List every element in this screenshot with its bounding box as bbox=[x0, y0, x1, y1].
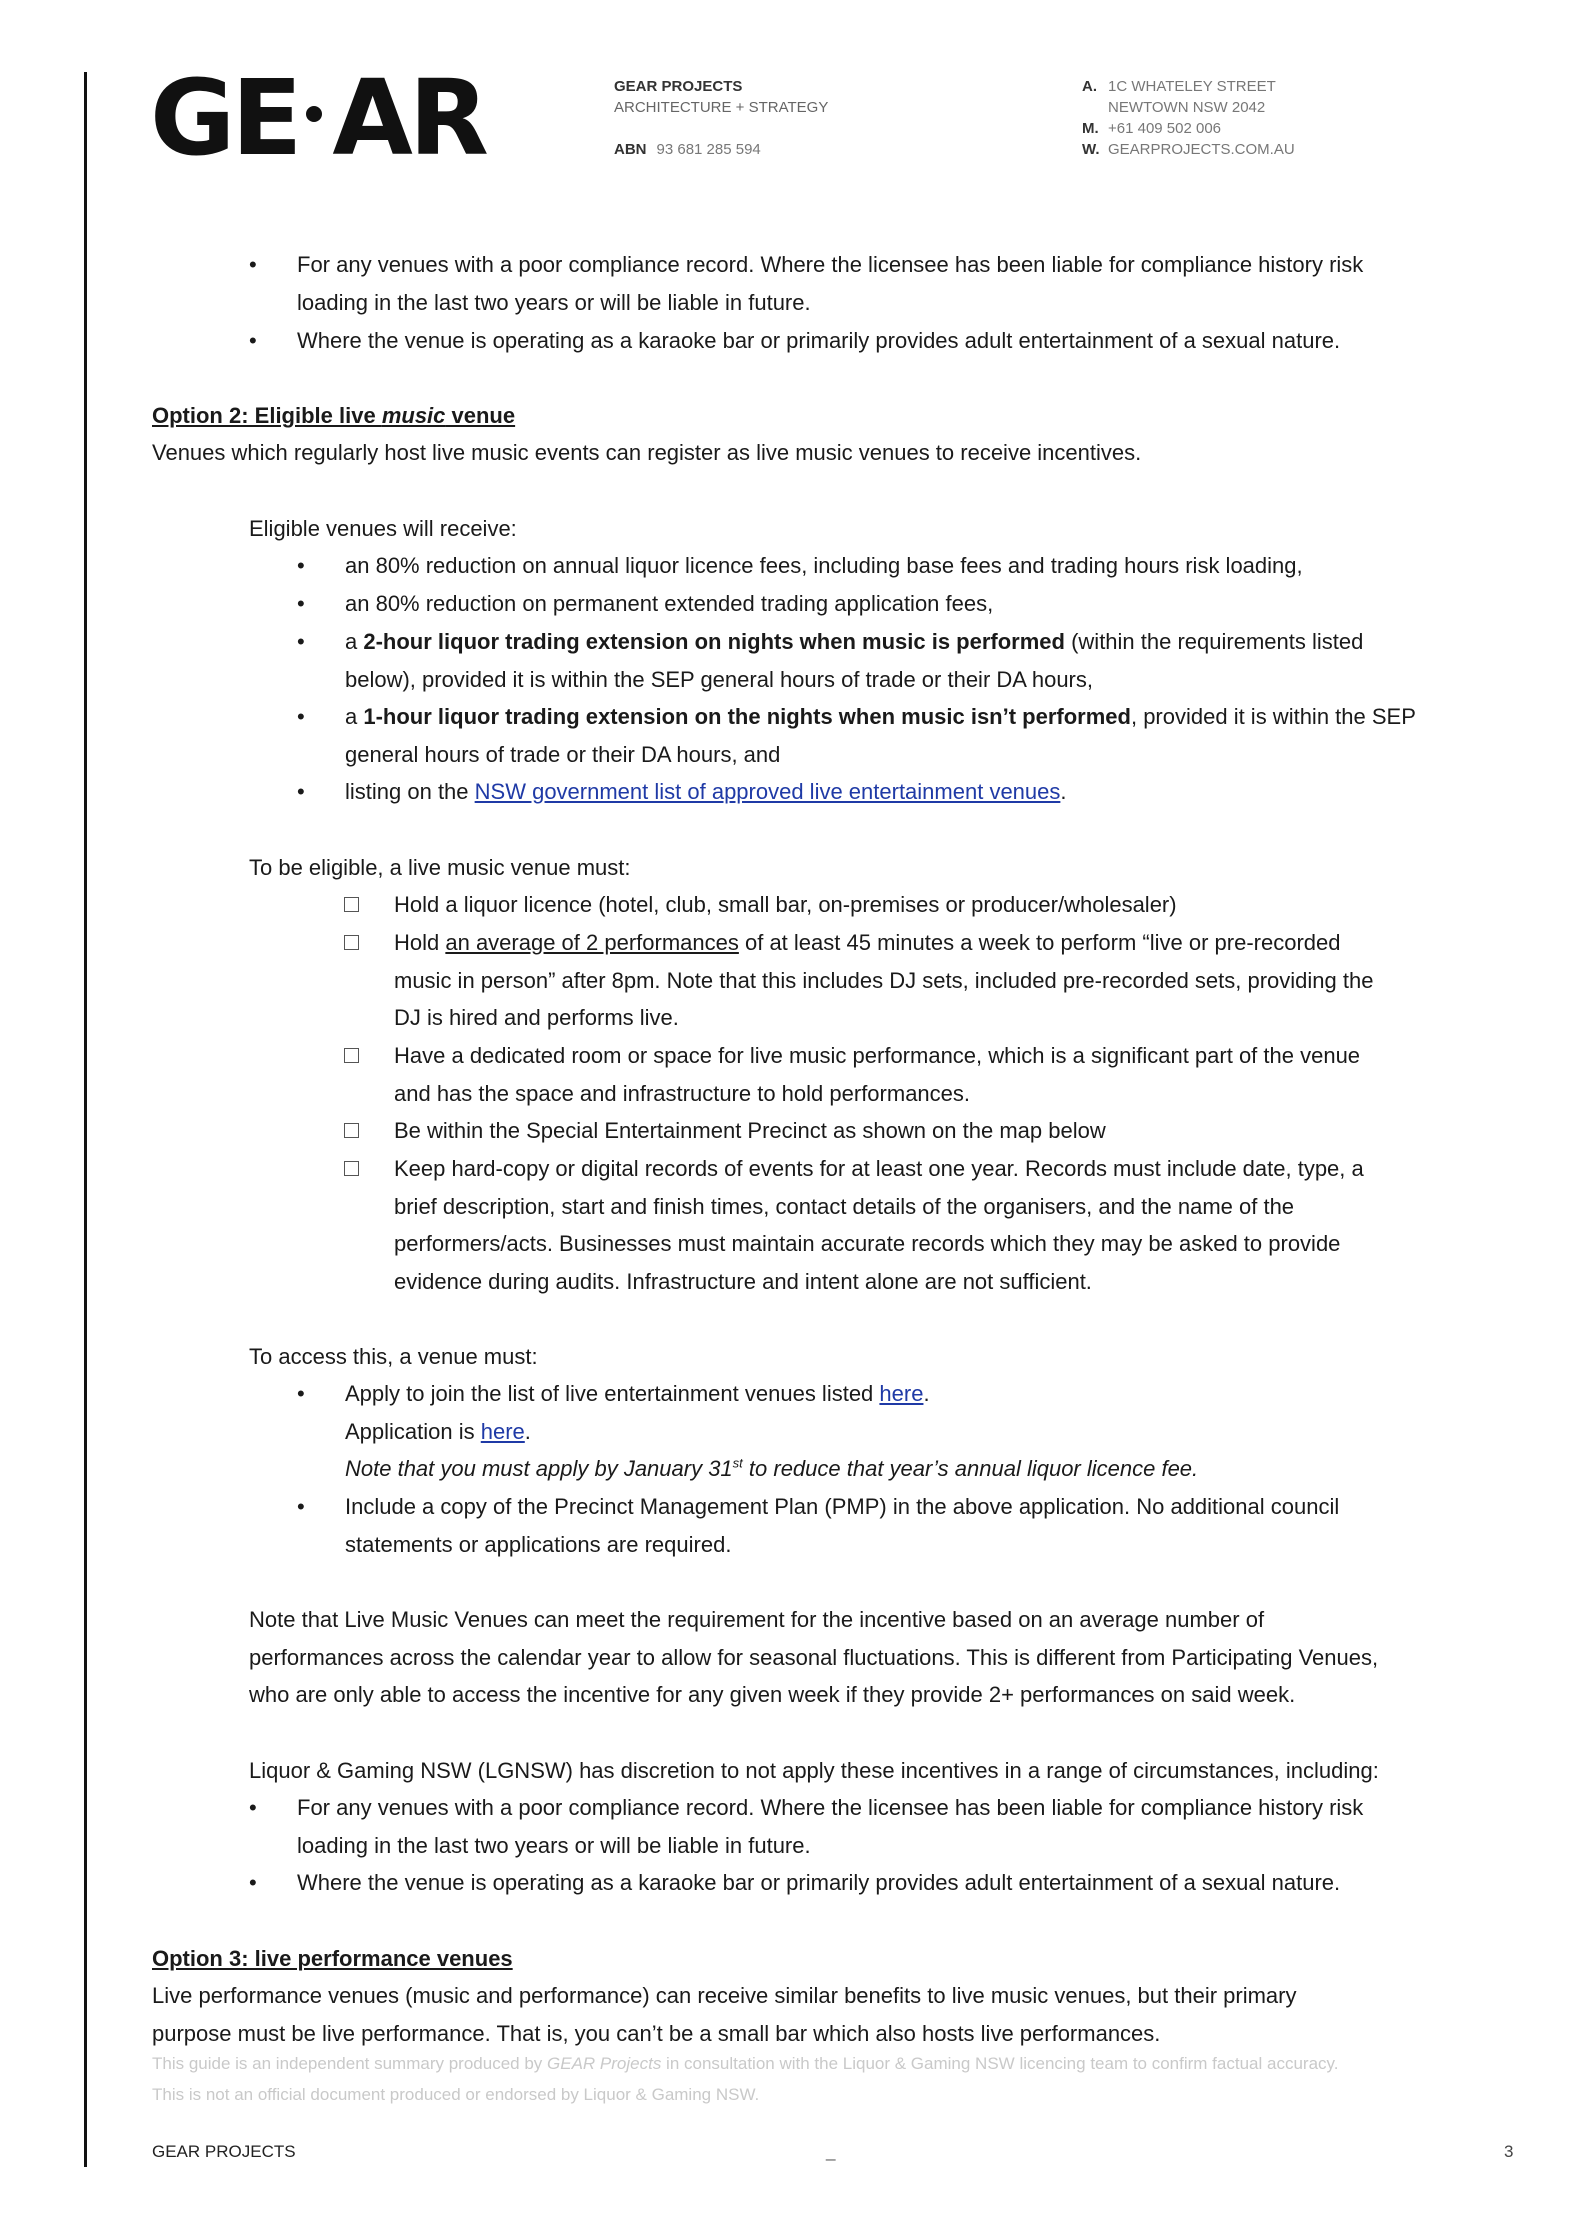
web-value: GEARPROJECTS.COM.AU bbox=[1108, 141, 1295, 158]
mobile-line bbox=[1082, 118, 1295, 139]
list-item: • listing on the NSW government list of approved live entertainment venues. bbox=[345, 773, 1067, 811]
bullet-icon: • bbox=[297, 704, 305, 729]
page-number: 3 bbox=[1504, 2142, 1514, 2161]
option2-intro: Venues which regularly host live music events can register as live music venues to receive incentives. bbox=[152, 440, 1142, 465]
bullet-icon: • bbox=[249, 1795, 257, 1820]
contact-info bbox=[1082, 76, 1295, 160]
application-here-link[interactable]: here bbox=[480, 1418, 525, 1444]
bullet-icon: • bbox=[297, 1381, 305, 1406]
checkbox-icon bbox=[344, 1048, 359, 1063]
checklist-item: Be within the Special Entertainment Precinct as shown on the map below bbox=[394, 1112, 1106, 1150]
list-item: • an 80% reduction on permanent extended trading application fees, bbox=[345, 585, 993, 623]
option3-text: Live performance venues (music and performance) can receive similar benefits to live music venues, but their primary purpose must be live performance. That is, you can’t be a small bar which also hosts live performances. bbox=[152, 1983, 1297, 2046]
bullet-icon: • bbox=[249, 328, 257, 353]
disclaimer: This guide is an independent summary produced by GEAR Projects in consultation with the Liquor & Gaming NSW licencing team to confirm factual accuracy. This is not an official document produced or endorsed by Liquor & Gaming NSW. bbox=[152, 2054, 1339, 2104]
checklist-item: Hold a liquor licence (hotel, club, small bar, on-premises or producer/wholesaler) bbox=[394, 886, 1177, 924]
receive-label: Eligible venues will receive: bbox=[249, 516, 517, 541]
lgnsw-discretion: Liquor & Gaming NSW (LGNSW) has discretion to not apply these incentives in a range of circumstances, including: bbox=[249, 1758, 1379, 1783]
company-info bbox=[614, 76, 828, 160]
bullet-icon: • bbox=[297, 1494, 305, 1519]
web-label: W. bbox=[1082, 141, 1100, 158]
checkbox-icon bbox=[344, 1123, 359, 1138]
company-name: GEAR PROJECTS bbox=[614, 78, 743, 95]
left-margin-rule bbox=[84, 72, 87, 2167]
bullet-icon: • bbox=[297, 779, 305, 804]
footer-center: _ bbox=[826, 2142, 836, 2161]
bullet-icon: • bbox=[297, 591, 305, 616]
bullet-icon: • bbox=[297, 629, 305, 654]
mobile-label: M. bbox=[1082, 120, 1099, 137]
list-item: • Include a copy of the Precinct Management Plan (PMP) in the above application. No additional council statements or applications are required. bbox=[345, 1488, 1339, 1563]
venue-list-link[interactable]: NSW government list of approved live entertainment venues bbox=[474, 779, 1061, 804]
checkbox-icon bbox=[344, 935, 359, 950]
list-item bbox=[249, 246, 1364, 321]
option3-heading: Option 3: live performance venues bbox=[152, 1946, 513, 1971]
bullet-text: For any venues with a poor compliance record. Where the licensee has been liable for compliance history risk bbox=[297, 252, 1364, 277]
checkbox-icon bbox=[344, 1161, 359, 1176]
list-item: • a 1-hour liquor trading extension on the nights when music isn’t performed, provided it is within the SEP general hours of trade or their DA hours, and bbox=[345, 698, 1416, 773]
access-label: To access this, a venue must: bbox=[249, 1344, 538, 1369]
gear-logo: GE AR bbox=[150, 57, 485, 179]
checklist-item: Keep hard-copy or digital records of events for at least one year. Records must include date, type, a brief description, start and finish times, contact details of the organisers, and the name of the performers/acts. Businesses must maintain accurate records which they may be asked to provide evidence during audits. Infrastructure and intent alone are not sufficient. bbox=[394, 1150, 1364, 1300]
bullet-text: loading in the last two years or will be liable in future. bbox=[297, 289, 811, 315]
venue-list-here-link[interactable]: here bbox=[879, 1381, 924, 1406]
deadline-note: Note that you must apply by January 31st to reduce that year’s annual liquor licence fee. bbox=[345, 1455, 1199, 1481]
list-item: • Apply to join the list of live entertainment venues listed here. Application is here. Note that you must apply by January 31st to reduce that year’s annual liquor licence fee. bbox=[345, 1375, 1198, 1488]
list-item: • Where the venue is operating as a karaoke bar or primarily provides adult entertainment of a sexual nature. bbox=[297, 1864, 1340, 1902]
eligible-label: To be eligible, a live music venue must: bbox=[249, 855, 631, 880]
bullet-icon: • bbox=[297, 553, 305, 578]
footer-company: GEAR PROJECTS bbox=[152, 2142, 296, 2161]
abn-label: ABN bbox=[614, 141, 647, 158]
address-value: 1C WHATELEY STREET bbox=[1108, 78, 1276, 95]
checkbox-icon bbox=[344, 897, 359, 912]
list-item: • a 2-hour liquor trading extension on nights when music is performed (within the requirements listed below), provided it is within the SEP general hours of trade or their DA hours, bbox=[345, 623, 1363, 698]
checklist-item: Have a dedicated room or space for live music performance, which is a significant part of the venue and has the space and infrastructure to hold performances. bbox=[394, 1037, 1360, 1112]
seasonal-note: Note that Live Music Venues can meet the requirement for the incentive based on an average number of performances across the calendar year to allow for seasonal fluctuations. This is different from Participating Venues, who are only able to access the incentive for any given week if they provide 2+ performances on said week. bbox=[249, 1607, 1379, 1707]
bullet-icon: • bbox=[249, 252, 257, 277]
address-line-2: NEWTOWN NSW 2042 bbox=[1108, 99, 1266, 116]
list-item: • an 80% reduction on annual liquor licence fees, including base fees and trading hours risk loading, bbox=[345, 547, 1303, 585]
list-item bbox=[249, 322, 1341, 360]
address-label: A. bbox=[1082, 78, 1097, 95]
list-item: • For any venues with a poor compliance record. Where the licensee has been liable for compliance history risk loading in the last two years or will be liable in future. bbox=[297, 1789, 1363, 1864]
bullet-icon: • bbox=[249, 1870, 257, 1895]
web-line bbox=[1082, 139, 1295, 160]
abn-value: 93 681 285 594 bbox=[656, 141, 761, 158]
company-subtitle: ARCHITECTURE + STRATEGY bbox=[614, 99, 829, 116]
bullet-text: Where the venue is operating as a karaoke bar or primarily provides adult entertainment of a sexual nature. bbox=[297, 328, 1341, 353]
mobile-value: +61 409 502 006 bbox=[1108, 120, 1222, 137]
abn-line bbox=[614, 139, 828, 160]
address-line bbox=[1082, 76, 1295, 97]
checklist-item: Hold an average of 2 performances of at least 45 minutes a week to perform “live or pre-recorded music in person” after 8pm. Note that this includes DJ sets, included pre-recorded sets, providing the DJ is hired and performs live. bbox=[394, 924, 1373, 1037]
option2-heading: Option 2: Eligible live music venue bbox=[152, 403, 516, 428]
